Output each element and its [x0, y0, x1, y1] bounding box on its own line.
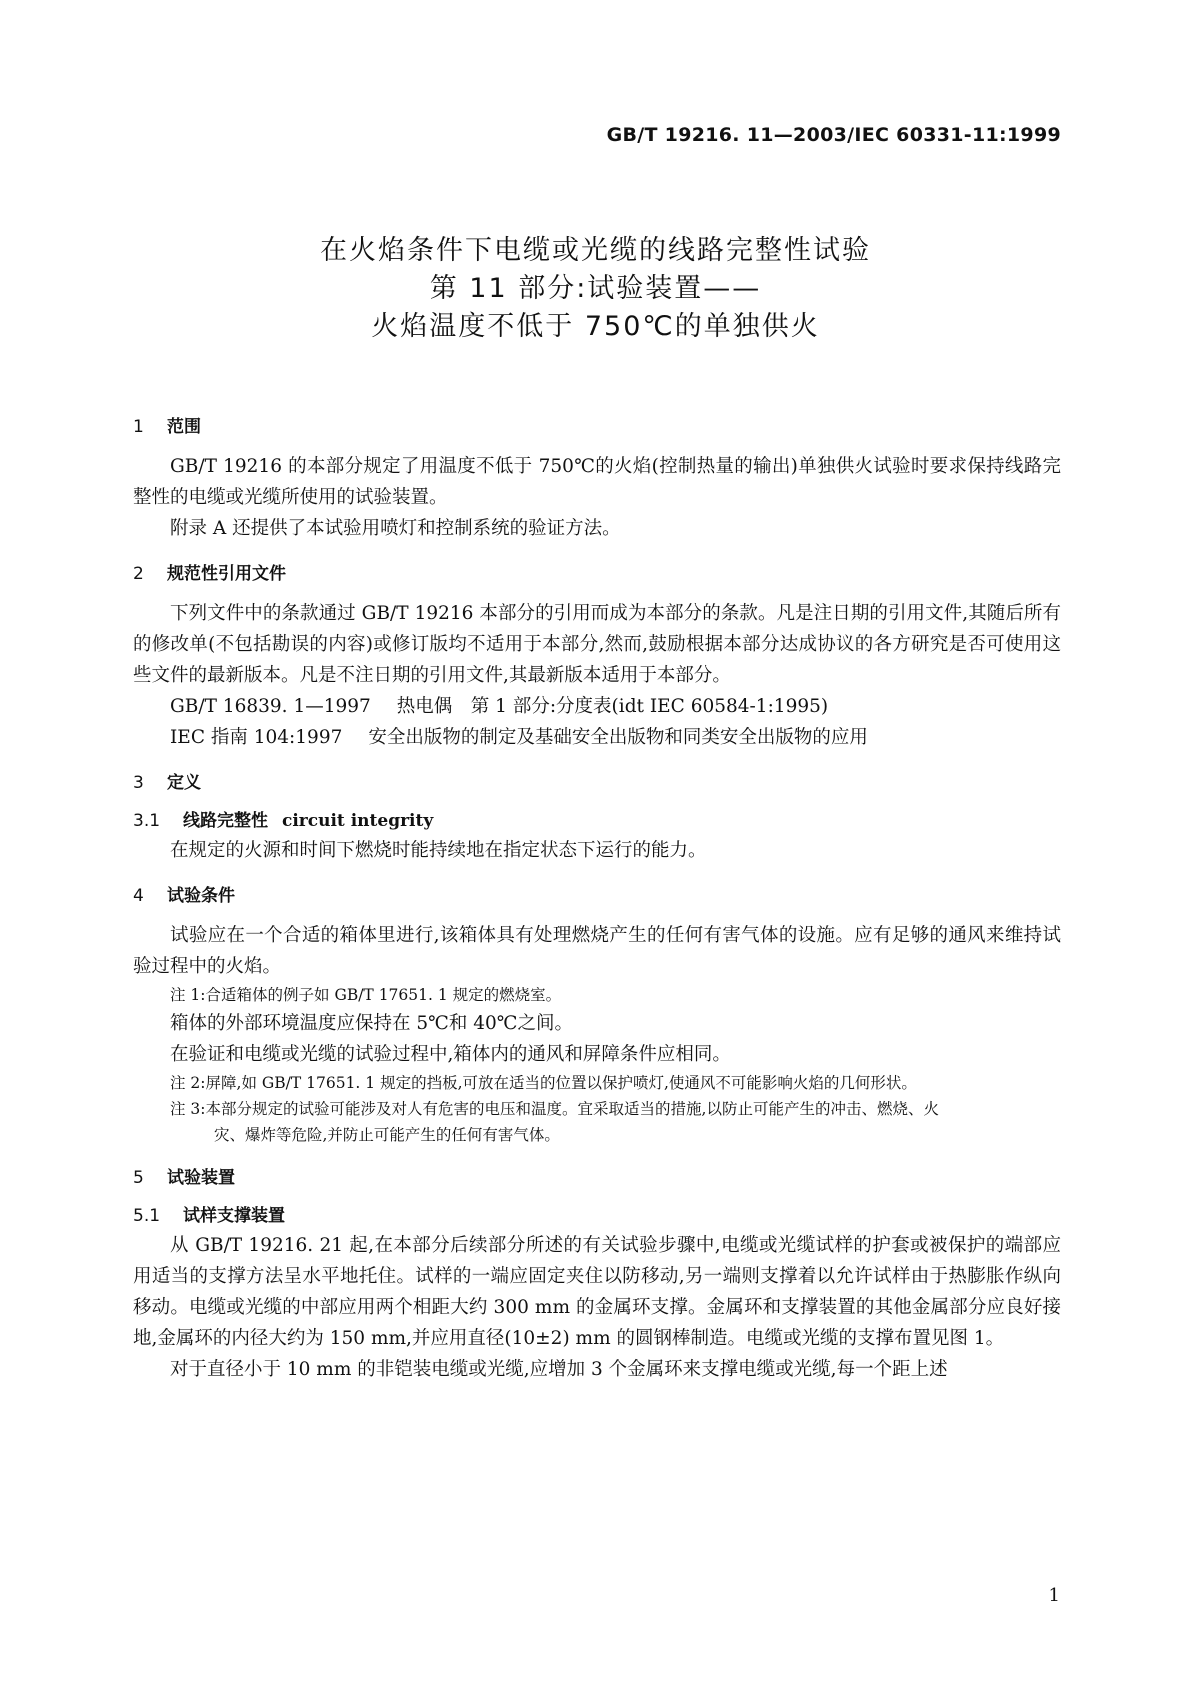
reference-1: GB/T 16839. 1—1997 热电偶 第 1 部分:分度表(idt IEC 60584-1:1995): [170, 696, 829, 717]
note-3-line-2: 灾、爆炸等危险,并防止可能产生的任何有害气体。: [214, 1126, 560, 1144]
note-3-line-1: 注 3:本部分规定的试验可能涉及对人有危害的电压和温度。宜采取适当的措施,以防止可能产生的冲击、燃烧、火: [170, 1100, 939, 1118]
document-title: [0, 232, 1191, 346]
section-2-heading: 2 规范性引用文件: [133, 564, 286, 584]
reference-2: IEC 指南 104:1997 安全出版物的制定及基础安全出版物和同类安全出版物的应用: [170, 727, 868, 748]
section-5-1-paragraph-1: 从 GB/T 19216. 21 起,在本部分后续部分所述的有关试验步骤中,电缆或光缆试样的护套或被保护的端部应用适当的支撑方法呈水平地托住。试样的一端应固定夹住以防移动,另一端则支撑着以允许试样由于热膨胀作纵向移动。电缆或光缆的中部应用两个相距大约 300 mm 的金属环支撑。金属环和支撑装置的其他金属部分应良好接地,金属环的内径大约为 150 mm,并应用直径(10±2) mm 的圆钢棒制造。电缆或光缆的支撑布置见图 1。: [133, 1235, 1061, 1349]
page-number: 1: [1048, 1585, 1060, 1606]
title-line-2: 第 11 部分:试验装置——: [429, 273, 762, 304]
section-4-paragraph-3: 在验证和电缆或光缆的试验过程中,箱体内的通风和屏障条件应相同。: [170, 1044, 731, 1065]
section-1-paragraph-1: GB/T 19216 的本部分规定了用温度不低于 750℃的火焰(控制热量的输出)单独供火试验时要求保持线路完整性的电缆或光缆所使用的试验装置。: [133, 456, 1061, 508]
section-1-paragraph-2: 附录 A 还提供了本试验用喷灯和控制系统的验证方法。: [170, 518, 621, 539]
section-3-1-paragraph: 在规定的火源和时间下燃烧时能持续地在指定状态下运行的能力。: [170, 840, 707, 861]
section-5-1-paragraph-2: 对于直径小于 10 mm 的非铠装电缆或光缆,应增加 3 个金属环来支撑电缆或光缆,每一个距上述: [170, 1359, 948, 1380]
note-2: 注 2:屏障,如 GB/T 17651. 1 规定的挡板,可放在适当的位置以保护喷灯,使通风不可能影响火焰的几何形状。: [170, 1074, 917, 1092]
note-1: 注 1:合适箱体的例子如 GB/T 17651. 1 规定的燃烧室。: [170, 986, 562, 1004]
section-5-heading: 5 试验装置: [133, 1168, 235, 1188]
title-line-3: 火焰温度不低于 750℃的单独供火: [371, 311, 820, 342]
section-3-heading: 3 定义: [133, 773, 201, 793]
section-5-1-heading: 5.1 试样支撑装置: [133, 1206, 285, 1226]
document-body: [133, 413, 1061, 1385]
title-line-1: 在火焰条件下电缆或光缆的线路完整性试验: [320, 235, 871, 266]
section-4-heading: 4 试验条件: [133, 886, 235, 906]
section-2-paragraph-1: 下列文件中的条款通过 GB/T 19216 本部分的引用而成为本部分的条款。凡是注日期的引用文件,其随后所有的修改单(不包括勘误的内容)或修订版均不适用于本部分,然而,鼓励根据本部分达成协议的各方研究是否可使用这些文件的最新版本。凡是不注日期的引用文件,其最新版本适用于本部分。: [133, 603, 1061, 686]
section-4-paragraph-2: 箱体的外部环境温度应保持在 5℃和 40℃之间。: [170, 1013, 573, 1034]
section-3-1-heading: 3.1 线路完整性 circuit integrity: [133, 811, 434, 831]
section-4-paragraph-1: 试验应在一个合适的箱体里进行,该箱体具有处理燃烧产生的任何有害气体的设施。应有足够的通风来维持试验过程中的火焰。: [133, 925, 1061, 977]
section-1-heading: 1 范围: [133, 417, 201, 437]
standard-code: GB/T 19216. 11—2003/IEC 60331-11:1999: [606, 124, 1061, 146]
